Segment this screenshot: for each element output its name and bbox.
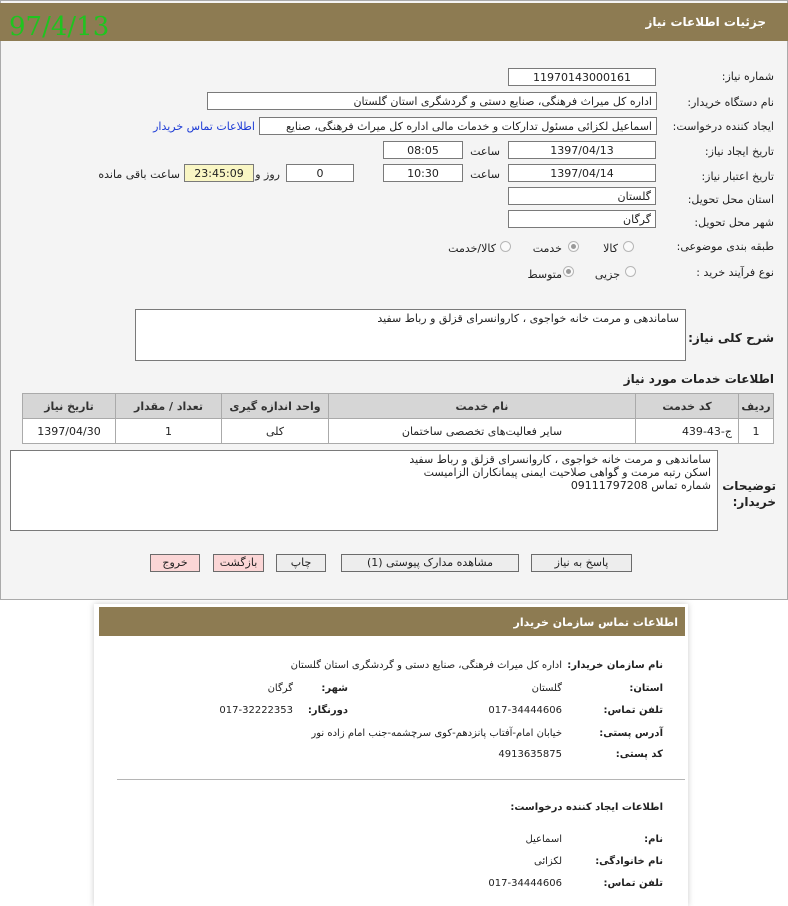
creator-name-value: اسماعیل xyxy=(525,834,562,845)
print-button[interactable]: چاپ xyxy=(276,554,326,572)
reply-button[interactable]: پاسخ به نیاز xyxy=(531,554,632,572)
need-number-label: شماره نیاز: xyxy=(721,70,774,83)
purchase-type-minor[interactable] xyxy=(625,266,636,277)
province-label: استان محل تحویل: xyxy=(687,193,774,206)
buyer-field: اداره کل میراث فرهنگی، صنایع دستی و گردشگری استان گلستان xyxy=(207,92,657,110)
category-option-service[interactable] xyxy=(568,241,579,252)
back-button[interactable]: بازگشت xyxy=(213,554,264,572)
cell-row: 1 xyxy=(739,419,774,444)
attachments-button[interactable]: مشاهده مدارک پیوستی (1) xyxy=(341,554,519,572)
create-date-label: تاریخ ایجاد نیاز: xyxy=(704,145,774,158)
contact-city-value: گرگان xyxy=(267,683,293,694)
remaining-label: ساعت باقی مانده xyxy=(98,168,180,181)
cell-need-date: 1397/04/30 xyxy=(23,419,116,444)
contact-phone-label: تلفن تماس: xyxy=(603,705,663,716)
notes-line: اسکن رتبه مرمت و گواهی صلاحیت ایمنی پیمانکاران الزامیست xyxy=(423,466,711,479)
creator-name-label: نام: xyxy=(644,834,663,845)
category-label: طبقه بندی موضوعی: xyxy=(676,240,774,253)
create-date-field: 1397/04/13 xyxy=(508,141,656,159)
contact-province-label: استان: xyxy=(629,683,663,694)
cell-service-code: ج-43-439 xyxy=(636,419,739,444)
remaining-days-field: 0 xyxy=(286,164,354,182)
days-label: روز و xyxy=(255,168,280,181)
notes-line: ساماندهی و مرمت خانه خواجوی ، کاروانسرای قزلق و رباط سفید xyxy=(409,453,711,466)
need-number-field: 11970143000161 xyxy=(508,68,656,86)
category-option-goods-label: کالا xyxy=(603,242,618,255)
creator-label: ایجاد کننده درخواست: xyxy=(672,120,774,133)
remaining-time-field: 23:45:09 xyxy=(184,164,254,182)
notes-label: توضیحات خریدار: xyxy=(722,479,776,509)
description-label: شرح کلی نیاز: xyxy=(688,331,774,345)
category-option-both[interactable] xyxy=(500,241,511,252)
valid-time-label: ساعت xyxy=(470,168,500,181)
org-label: نام سازمان خریدار: xyxy=(567,660,663,671)
col-service-name: نام خدمت xyxy=(329,394,636,419)
org-value: اداره کل میراث فرهنگی، صنایع دستی و گردشگری استان گلستان xyxy=(290,660,562,671)
col-quantity: تعداد / مقدار xyxy=(116,394,222,419)
address-label: آدرس پستی: xyxy=(599,728,663,739)
address-value: خیابان امام-آفتاب پانزدهم-کوی سرچشمه-جنب امام زاده نور xyxy=(311,728,562,739)
contact-fax-value: 017-32222353 xyxy=(219,705,293,716)
contact-city-label: شهر: xyxy=(321,683,348,694)
postal-label: کد پستی: xyxy=(615,749,663,760)
purchase-type-minor-label: جزیی xyxy=(594,268,620,281)
divider xyxy=(117,779,685,780)
valid-date-field: 1397/04/14 xyxy=(508,164,656,182)
creator-phone-value: 017-34444606 xyxy=(488,878,562,889)
exit-button[interactable]: خروج xyxy=(150,554,200,572)
province-field: گلستان xyxy=(508,187,656,205)
contact-panel-title: اطلاعات تماس سازمان خریدار xyxy=(513,616,678,629)
services-title: اطلاعات خدمات مورد نیاز xyxy=(623,372,774,386)
cell-quantity: 1 xyxy=(116,419,222,444)
creator-info-title: اطلاعات ایجاد کننده درخواست: xyxy=(510,802,663,813)
services-table xyxy=(22,393,774,444)
category-option-goods[interactable] xyxy=(623,241,634,252)
purchase-type-medium-label: متوسط xyxy=(527,268,562,281)
category-option-service-label: خدمت xyxy=(532,242,562,255)
date-stamp: 97/4/13 xyxy=(9,12,110,42)
buyer-contact-link[interactable]: اطلاعات تماس خریدار xyxy=(153,120,255,133)
col-unit: واحد اندازه گیری xyxy=(222,394,329,419)
notes-box xyxy=(10,450,718,531)
table-row xyxy=(23,419,774,444)
col-need-date: تاریخ نیاز xyxy=(23,394,116,419)
cell-service-name: سایر فعالیت‌های تخصصی ساختمان xyxy=(329,419,636,444)
create-time-label: ساعت xyxy=(470,145,500,158)
valid-time-field: 10:30 xyxy=(383,164,463,182)
creator-family-value: لکزائی xyxy=(534,856,562,867)
buyer-label: نام دستگاه خریدار: xyxy=(687,96,774,109)
col-service-code: کد خدمت xyxy=(636,394,739,419)
description-box: ساماندهی و مرمت خانه خواجوی ، کاروانسرای قزلق و رباط سفید xyxy=(135,309,686,361)
page-title: جزئیات اطلاعات نیاز xyxy=(645,15,766,29)
contact-province-value: گلستان xyxy=(531,683,562,694)
notes-line: شماره تماس 09111797208 xyxy=(570,479,711,492)
creator-family-label: نام خانوادگی: xyxy=(595,856,663,867)
valid-date-label: تاریخ اعتبار نیاز: xyxy=(701,170,774,183)
city-label: شهر محل تحویل: xyxy=(694,216,774,229)
creator-field: اسماعیل لکزائی مسئول تدارکات و خدمات مالی اداره کل میراث فرهنگی، صنایع xyxy=(259,117,657,135)
cell-unit: کلی xyxy=(222,419,329,444)
create-time-field: 08:05 xyxy=(383,141,463,159)
creator-phone-label: تلفن تماس: xyxy=(603,878,663,889)
contact-fax-label: دورنگار: xyxy=(307,705,348,716)
city-field: گرگان xyxy=(508,210,656,228)
col-row: ردیف xyxy=(739,394,774,419)
contact-phone-value: 017-34444606 xyxy=(488,705,562,716)
category-option-both-label: کالا/خدمت xyxy=(448,242,496,255)
purchase-type-medium[interactable] xyxy=(563,266,574,277)
postal-value: 4913635875 xyxy=(498,749,562,760)
purchase-type-label: نوع فرآیند خرید : xyxy=(696,266,774,279)
